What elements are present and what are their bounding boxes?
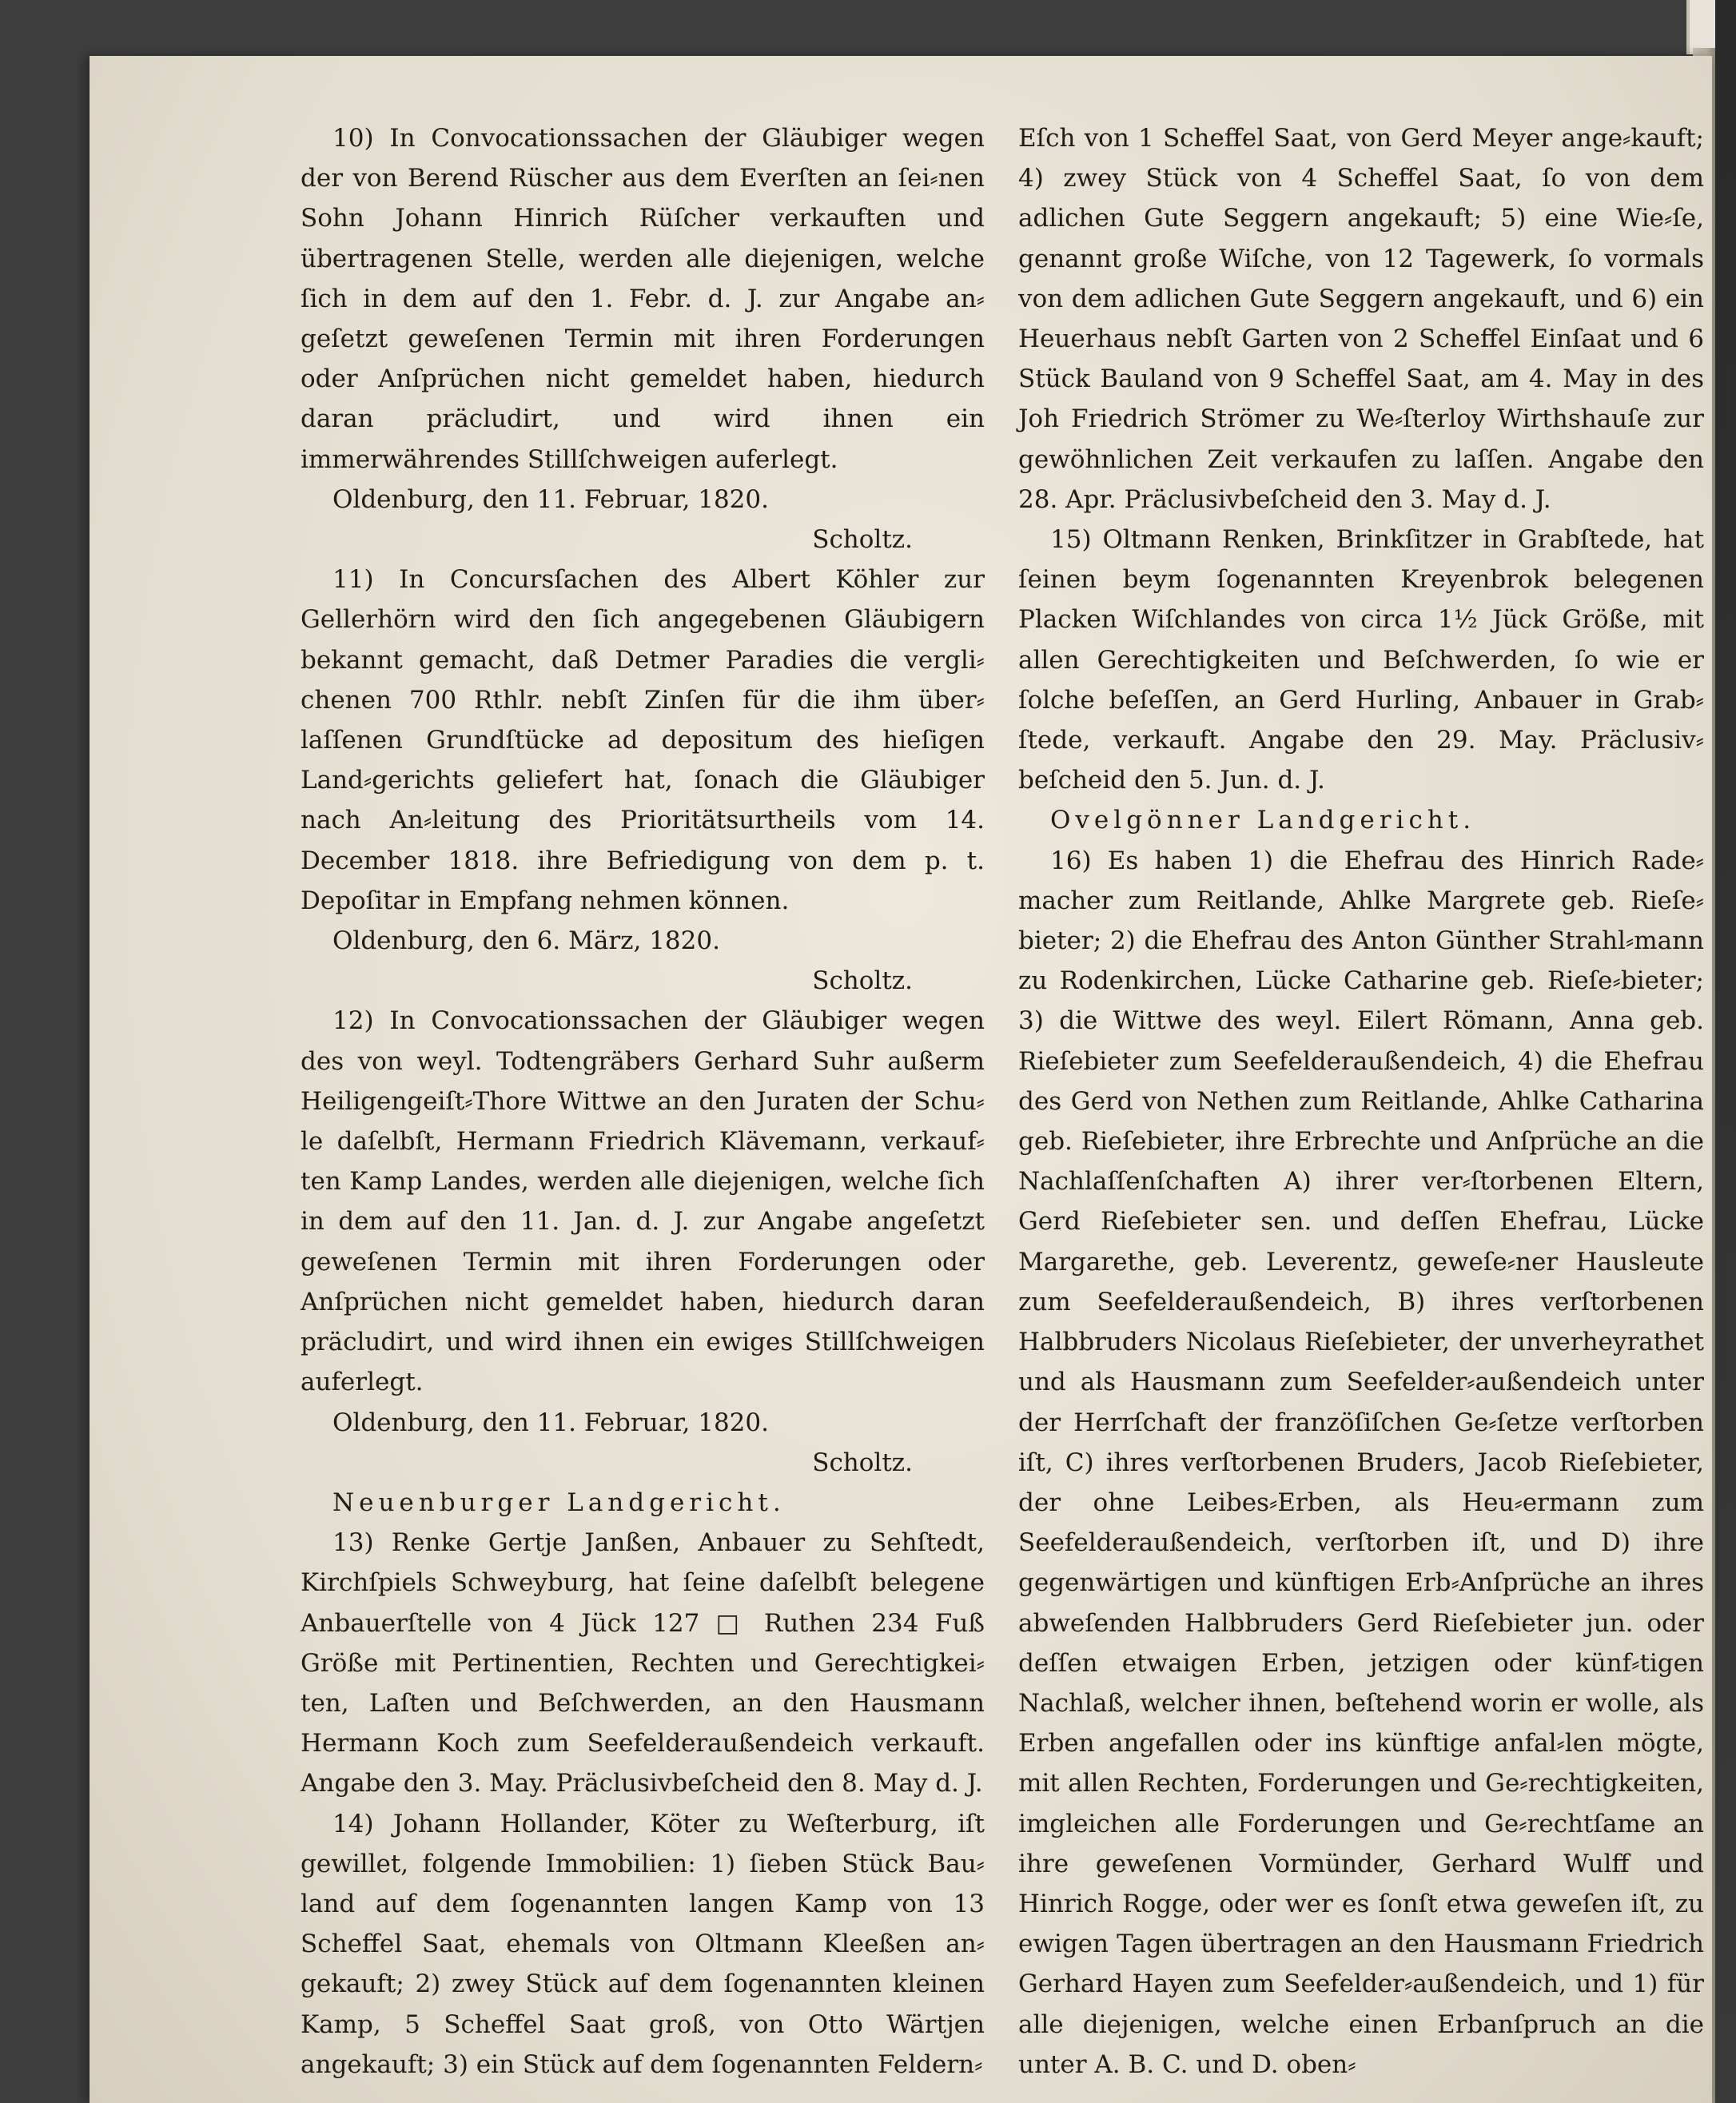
entry-10-signature: Scholtz. (812, 525, 913, 555)
entry-12-date: Oldenburg, den 11. Februar, 1820. (332, 1408, 769, 1437)
entry-11-date: Oldenburg, den 6. März, 1820. (332, 926, 720, 956)
entry-16: 16) Es haben 1) die Ehefrau des Hinrich Rade⸗macher zum Reitlande, Ahlke Margrete geb. Rieſe⸗bieter; 2) die Ehefrau des Anton Günther Strahl⸗mann zu Rodenkirchen, Lücke Catharine geb. Rieſe⸗bieter; 3) die Wittwe des weyl. Eilert Römann, Anna geb. Rieſebieter zum Seefelderaußendeich, 4) die Ehefrau des Gerd von Nethen zum Reitlande, Ahlke Catharina geb. Rieſebieter, ihre Erbrechte und Anſprüche an die Nachlaſſenſchaften A) ihrer ver⸗ſtorbenen Eltern, Gerd Rieſebieter sen. und deſſen Ehefrau, Lücke Margarethe, geb. Leverentz, geweſe⸗ner Hausleute zum Seefelderaußendeich, B) ihres verſtorbenen Halbbruders Nicolaus Rieſebieter, der unverheyrathet und als Hausmann zum Seefelder⸗außendeich unter der Herrſchaft der franzöſiſchen Ge⸗ſetze verſtorben iſt, C) ihres verſtorbenen Bruders, Jacob Rieſebieter, der ohne Leibes⸗Erben, als Heu⸗ermann zum Seefelderaußendeich, verſtorben iſt, und D) ihre gegenwärtigen und künftigen Erb⸗Anſprüche an ihres abweſenden Halbbruders Gerd Rieſebieter jun. oder deſſen etwaigen Erben, jetzigen oder künf⸗tigen Nachlaß, welcher ihnen, beſtehend worin er wolle, als Erben angefallen oder ins künftige anfal⸗len mögte, mit allen Rechten, Forderungen und Ge⸗rechtigkeiten, imgleichen alle Forderungen und Ge⸗rechtſame an ihre geweſenen Vormünder, Gerhard Wulff und Hinrich Rogge, oder wer es ſonſt etwa geweſen iſt, zu ewigen Tagen übertragen an den Hausmann Friedrich Gerhard Hayen zum Seefelder⸗außendeich, und 1) für alle diejenigen, welche einen Erbanſpruch an die unter A. B. C. und D. oben⸗ (1018, 846, 1704, 2079)
entry-11: 11) In Concursſachen des Albert Köhler zur Gellerhörn wird den ſich angegebenen Gläubigern bekannt gemacht, daß Detmer Paradies die vergli⸗chenen 700 Rthlr. nebſt Zinſen für die ihm über⸗laſſenen Grundſtücke ad depositum des hieſigen Land⸗gerichts geliefert hat, ſonach die Gläubiger nach An⸗leitung des Prioritätsurtheils vom 14. December 1818. ihre Befriedigung von dem p. t. Depoſitar in Empfang nehmen können. (301, 565, 985, 915)
entry-13: 13) Renke Gertje Janßen, Anbauer zu Sehſtedt, Kirchſpiels Schweyburg, hat ſeine daſelbſt belegene Anbauerſtelle von 4 Jück 127 □ Ruthen 234 Fuß Größe mit Pertinentien, Rechten und Gerechtigkei⸗ten, Laſten und Beſchwerden, an den Hausmann Hermann Koch zum Seefelderaußendeich verkauft. Angabe den 3. May. Präclusivbeſcheid den 8. May d. J. (301, 1528, 985, 1798)
entry-15: 15) Oltmann Renken, Brinkſitzer in Grabſtede, hat ſeinen beym ſogenannten Kreyenbrok belegenen Placken Wiſchlandes von circa 1½ Jück Größe, mit allen Gerechtigkeiten und Beſchwerden, ſo wie er ſolche beſeſſen, an Gerd Hurling, Anbauer in Grab⸗ſtede, verkauft. Angabe den 29. May. Präclusiv⸗beſcheid den 5. Jun. d. J. (1018, 525, 1704, 795)
left-column (301, 118, 985, 2085)
entry-12-signature: Scholtz. (812, 1448, 913, 1477)
entry-11-signature: Scholtz. (812, 966, 913, 996)
entry-10-date: Oldenburg, den 11. Februar, 1820. (332, 484, 769, 514)
heading-ovelgoenne: Ovelgönner Landgericht. (1050, 806, 1476, 835)
entry-12: 12) In Convocationssachen der Gläubiger wegen des von weyl. Todtengräbers Gerhard Suhr außerm Heiligengeiſt⸗Thore Wittwe an den Juraten der Schu⸗le daſelbſt, Hermann Friedrich Klävemann, verkauf⸗ten Kamp Landes, werden alle diejenigen, welche ſich in dem auf den 11. Jan. d. J. zur Angabe angeſetzt geweſenen Termin mit ihren Forderungen oder Anſprüchen nicht gemeldet haben, hiedurch daran präcludirt, und wird ihnen ein ewiges Stillſchweigen auferlegt. (301, 1006, 985, 1397)
heading-neuenburg: Neuenburger Landgericht. (332, 1488, 786, 1517)
scanner-edge (1715, 0, 1736, 2103)
entry-14: 14) Johann Hollander, Köter zu Weſterburg, iſt gewillet, folgende Immobilien: 1) ſieben Stück Bau⸗land auf dem ſogenannten langen Kamp von 13 Scheffel Saat, ehemals von Oltmann Kleeßen an⸗gekauft; 2) zwey Stück auf dem ſogenannten kleinen Kamp, 5 Scheffel Saat groß, von Otto Wärtjen angekauft; 3) ein Stück auf dem ſogenannten Feldern⸗ (301, 1809, 985, 2079)
right-column (1018, 118, 1704, 2085)
entry-10: 10) In Convocationssachen der Gläubiger wegen der von Berend Rüscher aus dem Everſten an ſei⸗nen Sohn Johann Hinrich Rüſcher verkauften und übertragenen Stelle, werden alle diejenigen, welche ſich in dem auf den 1. Febr. d. J. zur Angabe an⸗geſetzt geweſenen Termin mit ihren Forderungen oder Anſprüchen nicht gemeldet haben, hiedurch daran präcludirt, und wird ihnen ein immerwährendes Stillſchweigen auferlegt. (301, 124, 985, 474)
entry-14-continued: Eſch von 1 Scheffel Saat, von Gerd Meyer ange⸗kauft; 4) zwey Stück von 4 Scheffel Saat, ſo von dem adlichen Gute Seggern angekauft; 5) eine Wie⸗ſe, genannt große Wiſche, von 12 Tagewerk, ſo vormals von dem adlichen Gute Seggern angekauft, und 6) ein Heuerhaus nebſt Garten von 2 Scheffel Einſaat und 6 Stück Bauland von 9 Scheffel Saat, am 4. May in des Joh Friedrich Strömer zu We⸗ſterloy Wirthshauſe zur gewöhnlichen Zeit verkaufen zu laſſen. Angabe den 28. Apr. Präclusivbeſcheid den 3. May d. J. (1018, 124, 1704, 514)
